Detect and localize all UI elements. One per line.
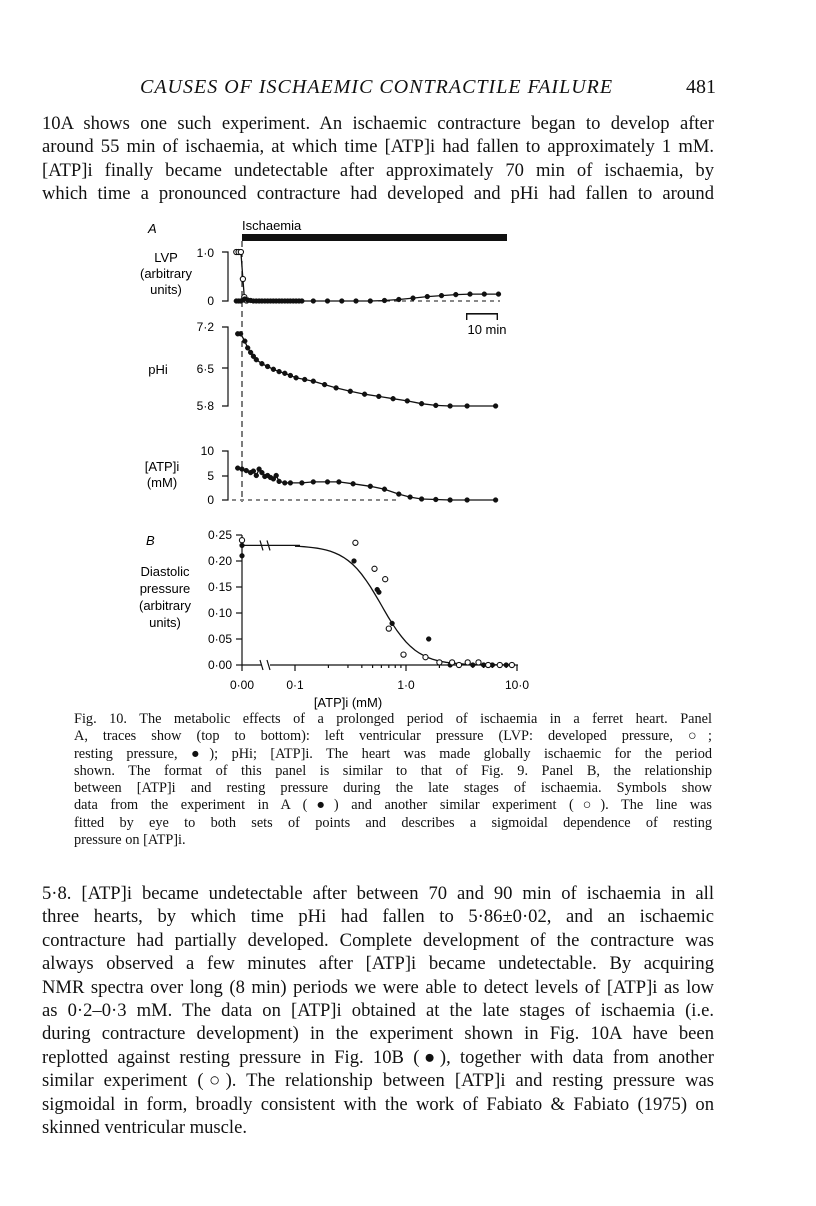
ph-point	[294, 375, 299, 380]
panel-b-open-point	[239, 538, 244, 543]
panel-a-traces	[234, 249, 501, 502]
y-tick-label: 0·00	[207, 658, 232, 672]
caption-line: Fig. 10. The metabolic effects of a prolonged period of ischaemia in a ferret heart. Panel	[74, 711, 712, 727]
text-line: 10A shows one such experiment. An ischaemic contracture began to develop after	[42, 113, 714, 134]
scale-bar-tick-right	[497, 313, 498, 320]
panel-b-open-point	[353, 540, 358, 545]
x-tick-label: 0·00	[229, 678, 255, 692]
ph-point	[254, 357, 259, 362]
running-title: CAUSES OF ISCHAEMIC CONTRACTILE FAILURE	[140, 76, 614, 98]
ph-point	[405, 399, 410, 404]
scale-bar	[466, 313, 498, 315]
caption-line: data from the experiment in A (●) and another similar experiment (○). The line was	[74, 797, 712, 814]
x-tick-label: 10·0	[504, 678, 530, 692]
lvp-resting-point	[300, 299, 305, 304]
atp-point	[274, 473, 279, 478]
lvp-label-3: units)	[150, 282, 182, 297]
caption-line: A, traces show (top to bottom): left ventricular pressure (LVP: developed pressure, ○;	[74, 728, 712, 745]
lvp-resting-point	[482, 292, 487, 297]
text-line: during contracture development) in the experiment shown in Fig. 10A have been	[42, 1023, 714, 1045]
ph-point	[265, 364, 270, 369]
lvp-resting-point	[396, 297, 401, 302]
caption-line: fitted by eye to both sets of points and describes a sigmoidal dependence of resting	[74, 814, 712, 831]
y-tick-label: 0·05	[207, 632, 232, 646]
panel-b-filled-point	[470, 663, 475, 668]
lvp-resting-point	[496, 292, 501, 297]
text-line: NMR spectra over long (8 min) periods we were able to detect levels of [ATP]i as low	[42, 976, 714, 998]
atp-point	[419, 497, 424, 502]
panel-b-filled-point	[352, 559, 357, 564]
ph-point	[348, 389, 353, 394]
lvp-developed-point	[240, 276, 245, 281]
ischaemia-bar	[242, 234, 507, 241]
panel-b-open-point	[386, 626, 391, 631]
lvp-tick-1: 1·0	[196, 246, 214, 260]
text-line: contracture had partially developed. Complete development of the contracture was	[42, 929, 714, 951]
atp-point	[254, 473, 259, 478]
panel-b-filled-point	[390, 621, 395, 626]
x-tick-label: 1·0	[397, 678, 415, 692]
page-number: 481	[686, 76, 716, 98]
ph-point	[391, 396, 396, 401]
ph-point	[465, 404, 470, 409]
panel-b-open-point	[401, 652, 406, 657]
lvp-label-1: LVP	[154, 250, 178, 265]
ph-point	[419, 401, 424, 406]
atp-point	[288, 481, 293, 486]
scale-bar-tick-left	[466, 313, 467, 320]
panel-b-open-point	[476, 660, 481, 665]
caption-line: between [ATP]i and resting pressure during the late stages of ischaemia. Symbols show	[74, 780, 712, 797]
ph-point	[493, 404, 498, 409]
text-line: which time a pronounced contracture had developed and pHi had fallen to around	[42, 183, 714, 205]
paragraph-top	[42, 112, 714, 206]
caption-line: resting pressure, ●); pHi; [ATP]i. The heart was made globally ischaemic for the period	[74, 745, 712, 762]
panel-b-filled-point	[426, 637, 431, 642]
atp-label-1: [ATP]i	[144, 459, 180, 474]
lvp-resting-point	[311, 299, 316, 304]
atp-point	[282, 481, 287, 486]
lvp-resting-point	[354, 299, 359, 304]
atp-point	[311, 480, 316, 485]
atp-point	[337, 480, 342, 485]
ph-point	[302, 377, 307, 382]
panel-b-label: B	[146, 533, 155, 548]
sigmoid-fit-line	[242, 545, 513, 665]
panel-b-open-point	[456, 662, 461, 667]
panel-b-open-point	[450, 660, 455, 665]
panel-b-open-point	[497, 662, 502, 667]
ph-point	[448, 404, 453, 409]
atp-point	[300, 481, 305, 486]
y-tick-label: 0·10	[207, 606, 232, 620]
panel-a-label: A	[148, 221, 157, 236]
panel-b-open-point	[437, 660, 442, 665]
panel-b-open-point	[383, 577, 388, 582]
lvp-resting-point	[411, 296, 416, 301]
lvp-resting-point	[325, 299, 330, 304]
ph-tick-65: 6·5	[196, 362, 214, 376]
figure-10	[0, 210, 816, 710]
lvp-resting-point	[339, 299, 344, 304]
scale-bar-label: 10 min	[467, 322, 507, 337]
text-line: always observed a few minutes after [ATP]i became undetectable. By acquiring	[42, 953, 714, 975]
lvp-resting-point	[425, 294, 430, 299]
atp-tick-0: 0	[207, 493, 214, 507]
running-header	[0, 76, 816, 102]
panel-b-filled-point	[504, 663, 509, 668]
ph-point	[362, 392, 367, 397]
ph-point	[334, 386, 339, 391]
atp-point	[408, 495, 413, 500]
panel-b-filled-point	[240, 553, 245, 558]
text-line: three hearts, by which time pHi had fallen to 5·86±0·02, and an ischaemic	[42, 906, 714, 928]
lvp-resting-point	[439, 293, 444, 298]
ph-point	[271, 367, 276, 372]
lvp-tick-0: 0	[207, 294, 214, 308]
panel-b-filled-point	[240, 543, 245, 548]
ph-tick-58: 5·8	[196, 399, 214, 413]
ph-point	[311, 379, 316, 384]
atp-point	[251, 469, 256, 474]
atp-point	[493, 498, 498, 503]
panel-b-open-point	[486, 662, 491, 667]
ph-point	[245, 346, 250, 351]
panel-b-open-point	[372, 566, 377, 571]
atp-point	[325, 480, 330, 485]
text-line: sigmoidal in form, broadly consistent with the work of Fabiato & Fabiato (1975) on	[42, 1093, 714, 1115]
lvp-resting-point	[453, 292, 458, 297]
panel-b-plot	[239, 538, 514, 668]
atp-point	[368, 484, 373, 489]
atp-label-2: (mM)	[146, 475, 178, 490]
atp-point	[433, 497, 438, 502]
atp-axis	[222, 451, 228, 500]
panel-b-ylabel-1: Diastolic	[140, 564, 190, 579]
lvp-label-2: (arbitrary	[139, 266, 193, 281]
panel-b-ylabel-2: pressure	[139, 581, 191, 596]
lvp-axis	[222, 252, 228, 301]
ph-axis	[222, 327, 228, 406]
atp-point	[465, 498, 470, 503]
ph-point	[242, 339, 247, 344]
ph-tick-72: 7·2	[196, 320, 214, 334]
ph-point	[282, 371, 287, 376]
panel-b-filled-point	[377, 590, 382, 595]
ph-point	[376, 394, 381, 399]
y-tick-label: 0·15	[207, 580, 232, 594]
text-line: similar experiment (○). The relationship between [ATP]i and resting pressure was	[42, 1070, 714, 1092]
panel-b-open-point	[465, 660, 470, 665]
atp-point	[277, 479, 282, 484]
atp-point	[448, 498, 453, 503]
lvp-resting-point	[468, 292, 473, 297]
atp-point	[235, 466, 240, 471]
caption-line: pressure on [ATP]i.	[74, 832, 186, 849]
panel-b-ylabel-3: (arbitrary	[138, 598, 192, 613]
panel-b-ylabel-4: units)	[149, 615, 181, 630]
y-tick-label: 0·25	[207, 528, 232, 542]
ph-point	[238, 331, 243, 336]
text-line: 5·8. [ATP]i became undetectable after between 70 and 90 min of ischaemia in all	[42, 883, 714, 904]
ph-point	[277, 369, 282, 374]
text-line: [ATP]i finally became undetectable after approximately 70 min of ischaemia, by	[42, 159, 714, 181]
atp-point	[382, 487, 387, 492]
ph-point	[260, 361, 265, 366]
atp-point	[396, 492, 401, 497]
ph-point	[288, 373, 293, 378]
panel-b-axes	[208, 528, 529, 692]
paragraph-bottom	[42, 882, 714, 1139]
panel-b-open-point	[509, 662, 514, 667]
text-line: skinned ventricular muscle.	[42, 1117, 247, 1139]
text-line: replotted against resting pressure in Fig. 10B (●), together with data from another	[42, 1046, 714, 1068]
lvp-resting-point	[382, 298, 387, 303]
panel-b-open-point	[423, 655, 428, 660]
ph-point	[322, 382, 327, 387]
x-axis-break-mark	[260, 660, 270, 670]
lvp-developed-point	[238, 249, 243, 254]
caption-line: shown. The format of this panel is similar to that of Fig. 9. Panel B, the relationship	[74, 762, 712, 779]
atp-point	[351, 481, 356, 486]
lvp-resting-point	[368, 299, 373, 304]
panel-b-xlabel: [ATP]i (mM)	[313, 695, 383, 710]
x-tick-label: 0·1	[286, 678, 304, 692]
text-line: as 0·2–0·3 mM. The data on [ATP]i obtained at the late stages of ischaemia (i.e.	[42, 1000, 714, 1022]
ph-point	[433, 403, 438, 408]
atp-tick-10: 10	[200, 444, 214, 458]
ph-label: pHi	[148, 362, 168, 377]
y-tick-label: 0·20	[207, 554, 232, 568]
figure-caption	[74, 711, 712, 849]
atp-tick-5: 5	[207, 469, 214, 483]
text-line: around 55 min of ischaemia, at which time [ATP]i had fallen to approximately 1 mM.	[42, 136, 714, 158]
ischaemia-label: Ischaemia	[242, 218, 302, 233]
